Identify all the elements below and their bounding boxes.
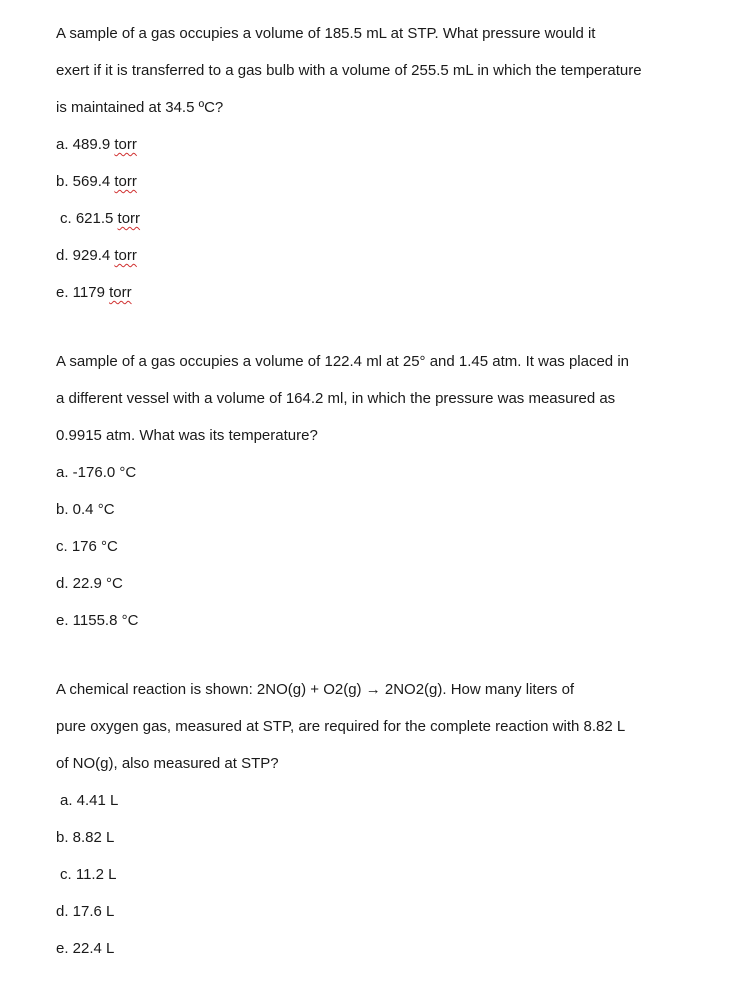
spellcheck-underline: torr	[114, 173, 137, 190]
q1-stem-line-2: exert if it is transferred to a gas bulb with a volume of 255.5 mL in which the temperature	[56, 62, 642, 79]
q2-option-c: c. 176 °C	[56, 538, 118, 555]
spellcheck-underline: torr	[117, 210, 141, 227]
q2-option-b: b. 0.4 °C	[56, 501, 115, 518]
q2-option-a: a. -176.0 °C	[56, 464, 137, 481]
q2-stem-line-1: A sample of a gas occupies a volume of 122.4 ml at 25° and 1.45 atm. It was placed in	[56, 353, 629, 370]
q1-option-b: b. 569.4 torr	[56, 173, 137, 190]
q3-option-b: b. 8.82 L	[56, 829, 115, 846]
q1-stem-line-1: A sample of a gas occupies a volume of 185.5 mL at STP. What pressure would it	[56, 25, 596, 42]
q2-stem-line-2: a different vessel with a volume of 164.2 ml, in which the pressure was measured as	[56, 390, 616, 407]
spellcheck-underline: torr	[114, 136, 137, 153]
q3-option-a: a. 4.41 L	[60, 792, 119, 809]
q3-option-d: d. 17.6 L	[56, 903, 115, 920]
q2-option-d: d. 22.9 °C	[56, 575, 123, 592]
q1-stem-line-3: is maintained at 34.5 ºC?	[56, 99, 224, 116]
q1-option-e: e. 1179 torr	[56, 284, 132, 301]
spellcheck-underline: torr	[114, 247, 137, 264]
q3-stem-line-2: pure oxygen gas, measured at STP, are required for the complete reaction with 8.82 L	[56, 718, 626, 735]
q3-option-e: e. 22.4 L	[56, 940, 115, 957]
q1-option-c: c. 621.5 torr	[60, 210, 141, 227]
q3-stem-line-1: A chemical reaction is shown: 2NO(g) + O2(g) → 2NO2(g). How many liters of	[56, 681, 575, 698]
q2-stem-line-3: 0.9915 atm. What was its temperature?	[56, 427, 318, 444]
spellcheck-underline: torr	[109, 284, 132, 301]
q2-option-e: e. 1155.8 °C	[56, 612, 139, 629]
q3-stem-line-3: of NO(g), also measured at STP?	[56, 755, 279, 772]
q3-option-c: c. 11.2 L	[60, 866, 117, 883]
q1-option-d: d. 929.4 torr	[56, 247, 137, 264]
q1-option-a: a. 489.9 torr	[56, 136, 137, 153]
